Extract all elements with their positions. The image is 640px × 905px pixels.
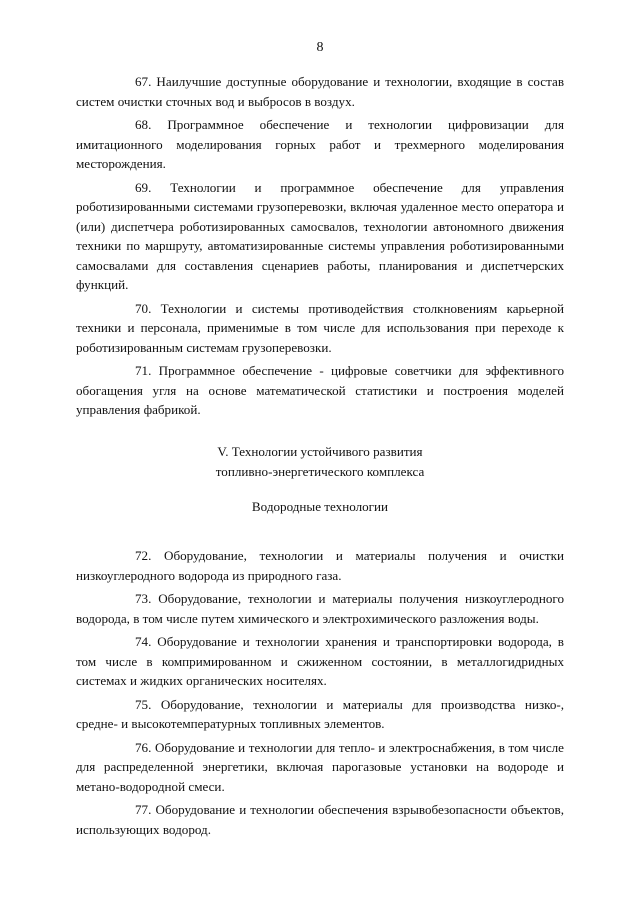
list-item-71: 71. Программное обеспечение - цифровые советчики для эффективного обогащения угля на основе математической статистики и построения моделей управления фабрикой. [76,363,564,417]
list-item-76: 76. Оборудование и технологии для тепло- и электроснабжения, в том числе для распределенной энергетики, включая парогазовые установки на водороде и метано-водородной смеси. [76,739,564,794]
list-item-72: 72. Оборудование, технологии и материалы получения и очистки низкоуглеродного водорода из природного газа. [76,548,564,583]
list-item-69: 69. Технологии и программное обеспечение для управления роботизированными системами грузоперевозки, включая удаленное место оператора и (или) диспетчера роботизированных самосвалов, технологии автономного движения техники по маршруту, автоматизированные системы управления роботизированными самосвалами для составления сценариев работы, планирования и диспетчерских функций. [76,179,564,292]
list-item-73: 73. Оборудование, технологии и материалы получения низкоуглеродного водорода, в том числе путем химического и электрохимического разложения воды. [76,591,564,626]
subsection-heading: Водородные технологии [251,498,389,514]
list-item-68: 68. Программное обеспечение и технологии цифровизации для имитационного моделирования горных работ и трехмерного моделирования месторождения. [76,117,564,171]
page-number: 8 [316,40,324,55]
list-item-74: 74. Оборудование и технологии хранения и транспортировки водорода, в том числе в компримированном и сжиженном состоянии, в металлогидридных системах и жидких органических носителях. [76,634,564,688]
list-item-67: 67. Наилучшие доступные оборудование и технологии, входящие в состав систем очистки сточных вод и выбросов в воздух. [76,74,564,109]
list-item-75: 75. Оборудование, технологии и материалы для производства низко-, средне- и высокотемпературных топливных элементов. [76,696,564,731]
document-body [76,72,564,839]
section-heading [76,442,564,482]
section-title-line-1: V. Технологии устойчивого развития [217,443,423,459]
list-item-70: 70. Технологии и системы противодействия столкновениям карьерной техники и персонала, применимые в том числе для использования при переходе к роботизированным системам грузоперевозки. [76,300,564,355]
section-title-line-2: топливно-энергетического комплекса [215,463,425,479]
list-item-77: 77. Оборудование и технологии обеспечения взрывобезопасности объектов, использующих водород. [76,802,564,837]
